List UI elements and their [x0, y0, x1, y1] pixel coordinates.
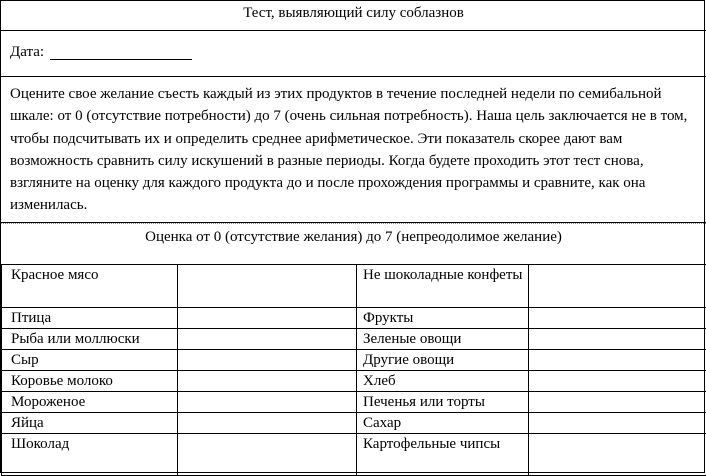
- ratings-table: [1, 264, 706, 476]
- food-label: Сахар: [357, 413, 529, 434]
- food-label: Рыба или моллюски: [2, 329, 178, 350]
- rating-cell[interactable]: [529, 308, 706, 329]
- food-label: Фрукты: [357, 308, 529, 329]
- rating-cell[interactable]: [529, 434, 706, 476]
- food-label: Не шоколадные конфеты: [357, 265, 529, 308]
- rating-cell[interactable]: [178, 350, 357, 371]
- rating-cell[interactable]: [529, 350, 706, 371]
- food-label: Мороженое: [2, 392, 178, 413]
- page-title: Тест, выявляющий силу соблазнов: [1, 1, 706, 31]
- food-label: Шоколад: [2, 434, 178, 476]
- food-label: Сыр: [2, 350, 178, 371]
- rating-cell[interactable]: [178, 413, 357, 434]
- rating-cell[interactable]: [529, 413, 706, 434]
- food-label: Красное мясо: [2, 265, 178, 308]
- food-label: Хлеб: [357, 371, 529, 392]
- date-label: Дата:: [10, 44, 44, 61]
- rating-cell[interactable]: [178, 434, 357, 476]
- instructions-text: Оцените свое желание съесть каждый из этих продуктов в течение последней недели по семибальной шкале: от 0 (отсутствие потребности) до 7 (очень сильная потребность). Наша цель заключается не в том, чтобы подсчитывать их и определить среднее арифметическое. Эти показатель скорее дают вам возможность сравнить силу искушений в разные периоды. Когда будете проходить этот тест снова, взгляните на оценку для каждого продукта до и после прохождения программы и сравните, как она изменилась.: [1, 77, 706, 223]
- rating-cell[interactable]: [178, 308, 357, 329]
- food-label: Другие овощи: [357, 350, 529, 371]
- rating-cell[interactable]: [529, 265, 706, 308]
- rating-cell[interactable]: [178, 329, 357, 350]
- rating-cell[interactable]: [178, 392, 357, 413]
- food-label: Коровье молоко: [2, 371, 178, 392]
- date-input-line[interactable]: [50, 59, 192, 60]
- food-label: Яйца: [2, 413, 178, 434]
- food-label: Птица: [2, 308, 178, 329]
- food-label: Печенья или торты: [357, 392, 529, 413]
- rating-cell[interactable]: [178, 265, 357, 308]
- rating-cell[interactable]: [529, 371, 706, 392]
- scale-label: Оценка от 0 (отсутствие желания) до 7 (непреодолимое желание): [1, 223, 706, 264]
- date-row: [1, 31, 706, 77]
- rating-cell[interactable]: [529, 392, 706, 413]
- rating-cell[interactable]: [178, 371, 357, 392]
- rating-cell[interactable]: [529, 329, 706, 350]
- food-label: Картофельные чипсы: [357, 434, 529, 476]
- food-label: Зеленые овощи: [357, 329, 529, 350]
